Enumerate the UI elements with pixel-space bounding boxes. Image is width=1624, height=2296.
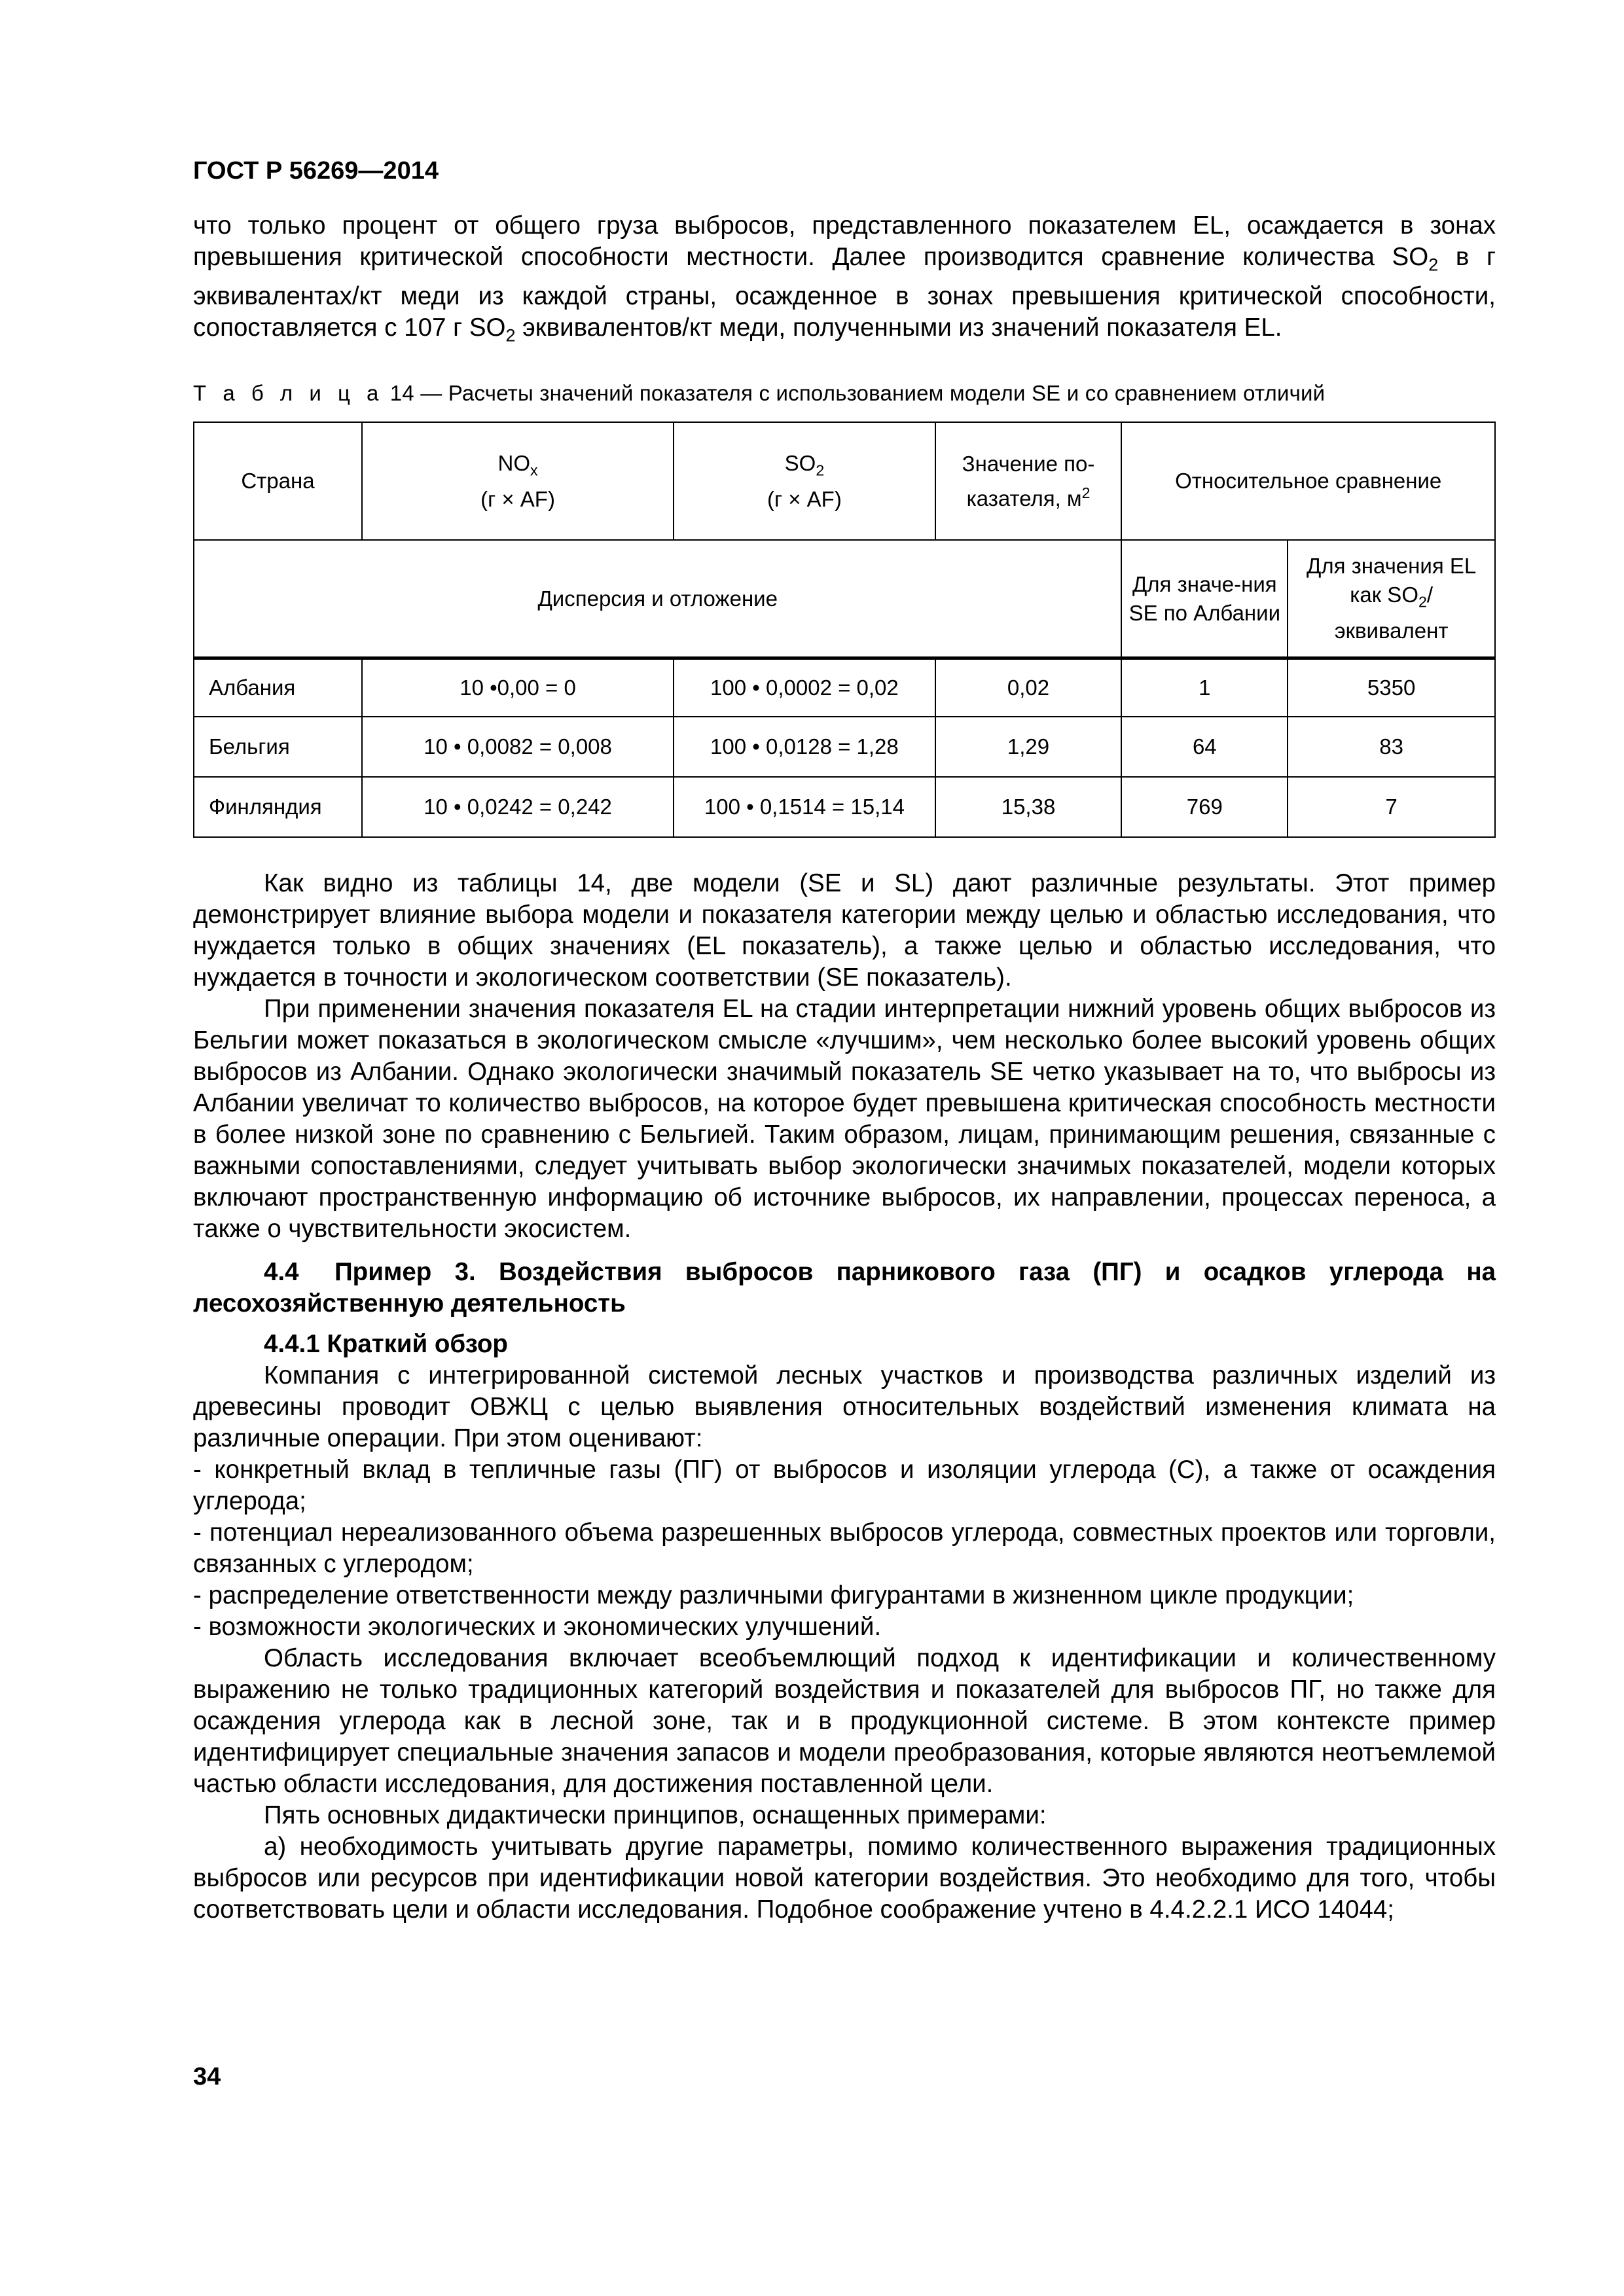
- paragraph: При применении значения показателя EL на стадии интерпретации нижний уровень общих выбросов из Бельгии может показаться в экологическом смысле «лучшим», чем несколько более высокий уровень общих выбросов из Албании. Однако экологически значимый показатель SE четко указывает на то, что выбросы из Албании увеличат то количество выбросов, на которое будет превышена критическая способность местности в более низкой зоне по сравнению с Бельгией. Таким образом, лицам, принимающим решения, связанные с важными сопоставлениями, следует учитывать выбор экологически значимых показателей, модели которых включают пространственную информацию об источнике выбросов, их направлении, процессах переноса, а также о чувствительности экосистем.: [193, 995, 1496, 1244]
- cell-country: Бельгия: [194, 717, 362, 777]
- header-country: Страна: [194, 422, 362, 540]
- header-el: Для значения EL как $SO_2$/эквивалент: [1288, 540, 1495, 658]
- header-se: Для значе-ния SE по Албании: [1121, 540, 1288, 658]
- table-row: [194, 777, 1495, 837]
- header-relative: Относительное сравнение: [1121, 422, 1495, 540]
- cell-el: 5350: [1288, 658, 1495, 717]
- header-so2: $SO_2$ (г × AF): [674, 422, 935, 540]
- intro-text-1: что только процент от общего груза выбросов, представленного показателем EL, осаждается в зонах превышения критической способности местности. Далее производится сравнение количества SO: [193, 211, 1496, 271]
- cell-se: 64: [1121, 717, 1288, 777]
- cell-el: 83: [1288, 717, 1495, 777]
- cell-value: 0,02: [935, 658, 1122, 717]
- cell-nox: 10 • 0,0082 = 0,008: [362, 717, 674, 777]
- table-row: [194, 658, 1495, 717]
- section-heading: [193, 1257, 1496, 1319]
- cell-se: 1: [1121, 658, 1288, 717]
- cell-value: 1,29: [935, 717, 1122, 777]
- paragraph: Область исследования включает всеобъемлющий подход к идентификации и количественному выражению не только традиционных категорий воздействия и показателей для выбросов ПГ, но также для осаждения углерода как в лесной зоне, так и в продукционной системе. В этом контексте пример идентифицирует специальные значения запасов и модели преобразования, которые являются неотъемлемой частью области исследования, для достижения поставленной цели.: [193, 1644, 1496, 1799]
- list-item: - конкретный вклад в тепличные газы (ПГ) от выбросов и изоляции углерода (С), а также от осаждения углерода;: [193, 1456, 1496, 1516]
- cell-country: Финляндия: [194, 777, 362, 837]
- cell-country: Албания: [194, 658, 362, 717]
- table-header-row: [194, 422, 1495, 540]
- header-dispersion: Дисперсия и отложение: [194, 540, 1121, 658]
- section-number: 4.4: [264, 1258, 299, 1287]
- cell-nox: 10 •0,00 = 0: [362, 658, 674, 717]
- list-item: - возможности экологических и экономических улучшений.: [193, 1613, 882, 1641]
- header-value: Значение по-казателя, $м^2$: [935, 422, 1122, 540]
- table-subheader-row: [194, 540, 1495, 658]
- section-title: Пример 3. Воздействия выбросов парникового газа (ПГ) и осадков углерода на лесохозяйственную деятельность: [193, 1258, 1496, 1318]
- subsection-heading: 4.4.1 Краткий обзор: [264, 1330, 508, 1359]
- caption-text: 14 — Расчеты значений показателя с использованием модели SE и со сравнением отличий: [384, 381, 1326, 406]
- table-row: [194, 717, 1495, 777]
- paragraph: а) необходимость учитывать другие параметры, помимо количественного выражения традиционных выбросов или ресурсов при идентификации новой категории воздействия. Это необходимо для того, чтобы соответствовать цели и области исследования. Подобное соображение учтено в 4.4.2.2.1 ИСО 14044;: [193, 1833, 1496, 1924]
- paragraph: Компания с интегрированной системой лесных участков и производства различных изделий из древесины проводит ОВЖЦ с целью выявления относительных воздействий изменения климата на различные операции. При этом оценивают:: [193, 1361, 1496, 1453]
- subscript: 2: [505, 325, 516, 346]
- data-table: [193, 422, 1496, 838]
- intro-text-2: в г эквивалентах/кт меди из каждой страны, осажденное в зонах превышения критической способности, сопоставляется с 107 г SO: [193, 243, 1496, 342]
- subscript: 2: [1428, 255, 1439, 275]
- page-number: 34: [193, 2063, 221, 2090]
- list-item: - потенциал нереализованного объема разрешенных выбросов углерода, совместных проектов или торговли, связанных с углеродом;: [193, 1518, 1496, 1579]
- paragraph: Пять основных дидактически принципов, оснащенных примерами:: [264, 1801, 1047, 1830]
- cell-so2: 100 • 0,0002 = 0,02: [674, 658, 935, 717]
- cell-se: 769: [1121, 777, 1288, 837]
- document-page: [193, 157, 1496, 1926]
- header-nox: $NO_x$ (г × AF): [362, 422, 674, 540]
- cell-el: 7: [1288, 777, 1495, 837]
- intro-paragraph: [193, 210, 1496, 351]
- cell-so2: 100 • 0,0128 = 1,28: [674, 717, 935, 777]
- cell-value: 15,38: [935, 777, 1122, 837]
- table-caption: [193, 381, 1496, 406]
- intro-text-3: эквивалентов/кт меди, полученными из значений показателя EL.: [515, 313, 1282, 342]
- list-item: - распределение ответственности между различными фигурантами в жизненном цикле продукции;: [193, 1581, 1354, 1610]
- cell-nox: 10 • 0,0242 = 0,242: [362, 777, 674, 837]
- cell-so2: 100 • 0,1514 = 15,14: [674, 777, 935, 837]
- document-header: ГОСТ Р 56269—2014: [193, 157, 439, 185]
- caption-label: Т а б л и ц а: [193, 381, 384, 406]
- paragraph: Как видно из таблицы 14, две модели (SE и SL) дают различные результаты. Этот пример демонстрирует влияние выбора модели и показателя категории между целью и областью исследования, что нуждается только в общих значениях (EL показатель), а также целью и областью исследования, что нуждается в точности и экологическом соответствии (SE показатель).: [193, 869, 1496, 992]
